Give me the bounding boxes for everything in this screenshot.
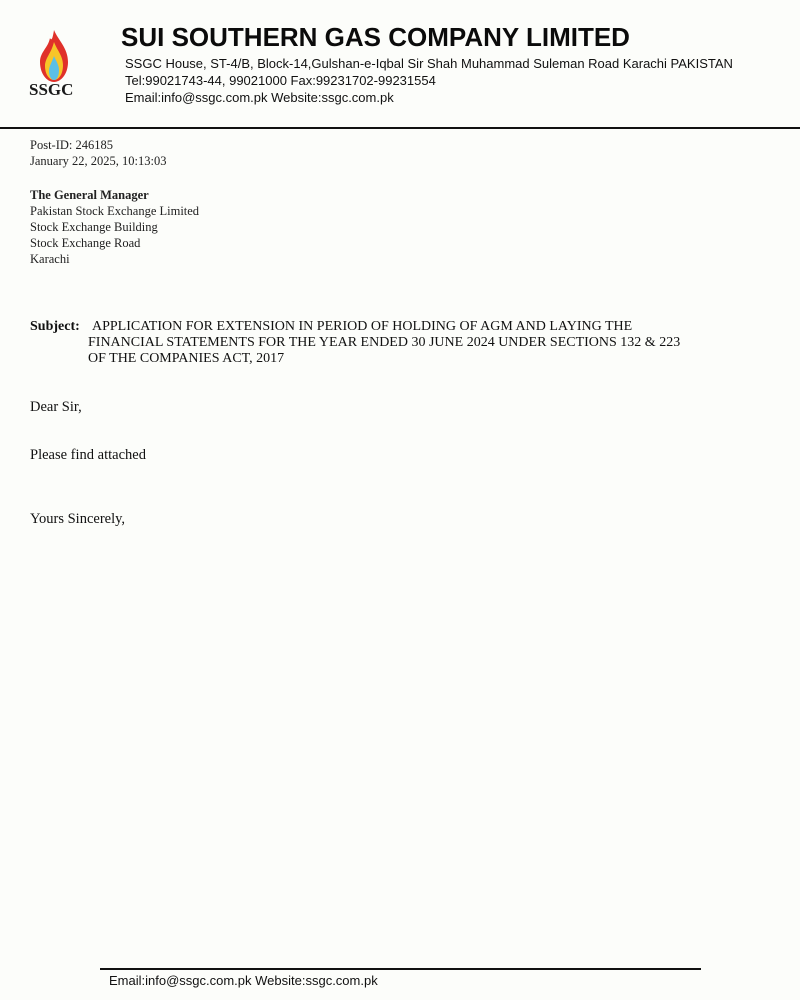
flame-icon [38,28,70,84]
salutation: Dear Sir, [30,399,82,415]
company-address: SSGC House, ST-4/B, Block-14,Gulshan-e-Iqbal Sir Shah Muhammad Suleman Road Karachi PAKISTAN [125,56,733,71]
recipient-line: Stock Exchange Building [30,220,158,234]
closing: Yours Sincerely, [30,511,126,527]
footer-contact: Email:info@ssgc.com.pk Website:ssgc.com.pk [109,973,378,988]
recipient-line: Pakistan Stock Exchange Limited [30,204,200,218]
subject-text: APPLICATION FOR EXTENSION IN PERIOD OF HOLDING OF AGM AND LAYING THE FINANCIAL STATEMENTS FOR THE YEAR ENDED 30 JUNE 2024 UNDER SECTIONS 132 & 223 OF THE COMPANIES ACT, 2017 [88,319,681,366]
header-divider [0,127,800,129]
company-logo [26,28,82,102]
recipient-title: The General Manager [30,188,149,202]
company-name: SUI SOUTHERN GAS COMPANY LIMITED [121,22,630,52]
body-message: Please find attached [30,447,146,463]
post-id: Post-ID: 246185 [30,138,113,152]
recipient-line: Stock Exchange Road [30,236,141,250]
logo-text: SSGC [29,80,74,99]
footer-divider [100,968,701,970]
company-email-web: Email:info@ssgc.com.pk Website:ssgc.com.pk [125,90,394,105]
company-phone-fax: Tel:99021743-44, 99021000 Fax:99231702-99231554 [125,73,436,88]
recipient-line: Karachi [30,252,70,266]
post-datetime: January 22, 2025, 10:13:03 [30,154,167,168]
subject-label: Subject: [30,319,80,334]
